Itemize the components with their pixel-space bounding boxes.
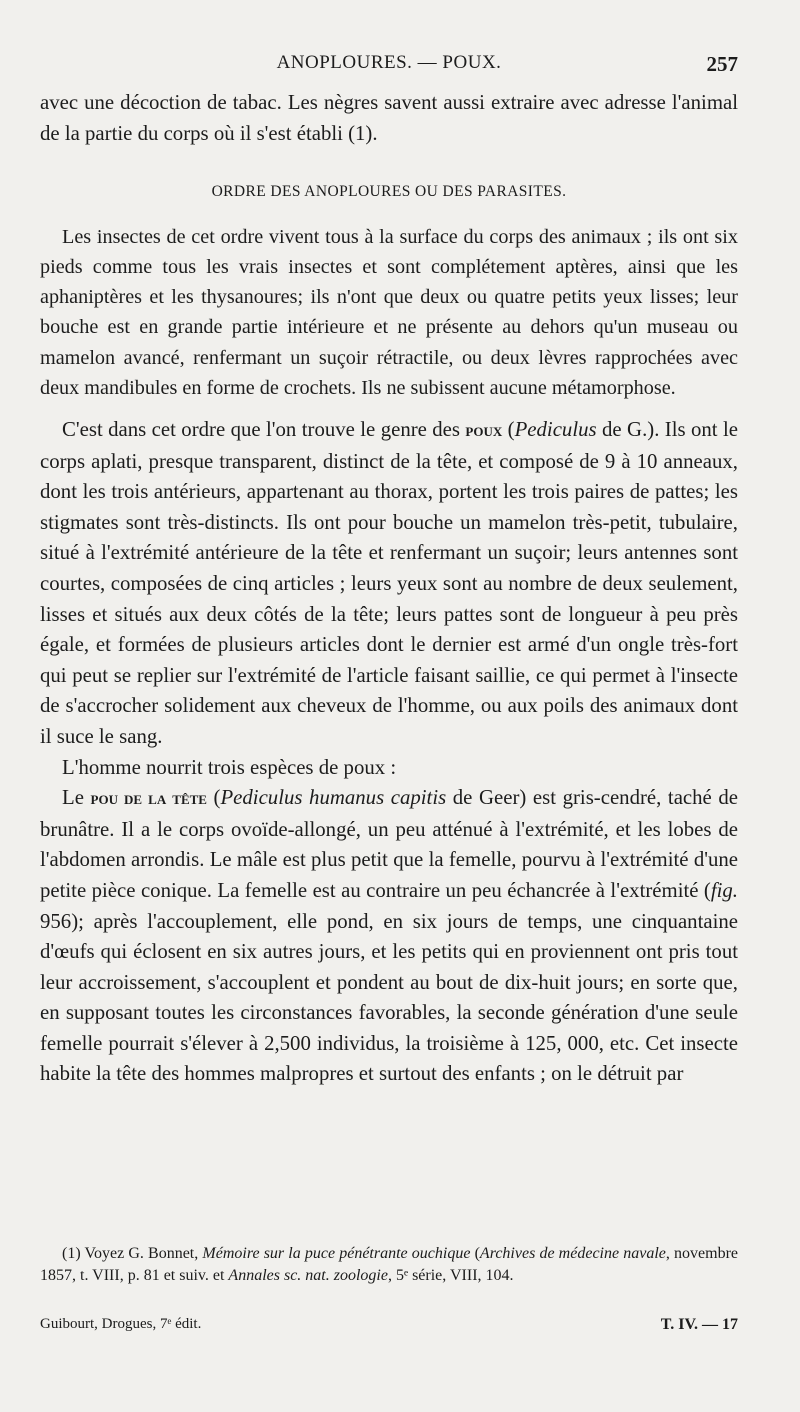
- footnote: [40, 1243, 738, 1287]
- volume-sheet-mark: T. IV. — 17: [660, 1316, 738, 1333]
- page-number: 257: [706, 52, 738, 76]
- section-heading: ORDRE DES ANOPLOURES OU DES PARASITES.: [211, 183, 567, 201]
- footnote-annales: Annales sc. nat. zoologie: [228, 1267, 388, 1284]
- footnote-mid: , novembre 1857, t. VIII, p. 81 et suiv. et: [40, 1245, 739, 1284]
- head-louse-paren: (: [206, 786, 221, 810]
- order-paragraph: Les insectes de cet ordre vivent tous à la surface du corps des animaux ; ils ont six pieds comme tous les vrais insectes et sont complétement aptères, ainsi que les aphaniptères et les thysanoures; ils n'ont que deux ou quatre petits yeux lisses; leur bouche est en grande partie intérieure et ne présente au dehors qu'un museau ou mamelon avancé, renfermant un suçoir rétractile, ou deux lèvres rapprochées avec deux mandibules en forme de crochets. Ils ne subissent aucune métamorphose.: [40, 225, 738, 399]
- page-footer: [40, 1316, 738, 1340]
- head-louse-paragraph: [40, 783, 738, 1090]
- genus-text-after: de G.). Ils ont le corps aplati, presque transparent, distinct de la tête, et composé de 9 à 10 anneaux, dont les trois antérieurs, appartenant au thorax, portent les trois paires de pattes; les stigmates sont très-distincts. Ils ont pour bouche un mamelon très-petit, tubulaire, situé à l'extrémité antérieure de la tête et renfermant un suçoir; leurs antennes sont courtes, composées de cinq articles ; leurs yeux sont au nombre de deux seulement, lisses et situés aux deux côtés de la tête; leurs pattes sont de longueur à peu près égale, et formées de plusieurs articles dont le dernier est armé d'un ongle très-fort qui peut se replier sur l'extrémité de l'article faisant saillie, ce qui permet à l'insecte de s'accrocher solidement aux cheveux de l'homme, ou aux poils des animaux dont il suce le sang.: [40, 418, 738, 748]
- genus-text-before: C'est dans cet ordre que l'on trouve le genre des: [62, 418, 466, 441]
- genus-italic-term: Pediculus: [514, 418, 597, 441]
- head-louse-text-mid: de Geer) est gris-cendré, taché de brunâtre. Il a le corps ovoïde-allongé, un peu atténué à l'extrémité, et les lobes de l'abdomen arrondis. Le mâle est plus petit que la femelle, pourvu à l'extrémité d'une petite pièce conique. La femelle est au contraire un peu échancrée à l'extrémité (: [40, 786, 738, 902]
- footnote-lead: (1) Voyez G. Bonnet,: [62, 1245, 203, 1262]
- signature-mark: Guibourt, Drogues, 7ᵉ édit.: [40, 1316, 202, 1332]
- genus-paren: (: [502, 418, 515, 441]
- figure-reference: fig.: [710, 878, 738, 902]
- intro-paragraph: avec une décoction de tabac. Les nègres savent aussi extraire avec adresse l'animal de la partie du corps où il s'est établi (1).: [40, 91, 738, 145]
- footnote-title: Mémoire sur la puce pénétrante ouchique: [202, 1245, 471, 1262]
- head-louse-prefix: Le: [62, 786, 91, 810]
- running-head: [40, 52, 738, 82]
- genus-bold-term: poux: [465, 420, 503, 441]
- footnote-paren: (: [470, 1245, 480, 1262]
- head-louse-bold-term: pou de la tête: [90, 788, 207, 810]
- head-louse-text-after: 956); après l'accouplement, elle pond, en six jours de temps, une cinquantaine d'œufs qui éclosent en six autres jours, et les petits qui en proviennent ont pris tout leur accroissement, s'accouplent et pondent au bout de dix-huit jours; en sorte que, en supposant toutes les circonstances favorables, la seconde génération d'une seule femelle pourrait s'élever à 2,500 individus, la troisième à 125, 000, etc. Cet insecte habite la tête des hommes malpropres et surtout des enfants ; on le détruit par: [40, 909, 738, 1086]
- footnote-text: [40, 1243, 738, 1287]
- species-intro: L'homme nourrit trois espèces de poux :: [62, 755, 397, 779]
- footnote-journal: Archives de médecine navale: [479, 1245, 666, 1262]
- head-louse-italic-term: Pediculus humanus capitis: [220, 786, 447, 810]
- running-head-title: ANOPLOURES. — POUX.: [276, 52, 502, 73]
- footnote-tail: , 5ᵉ série, VIII, 104.: [387, 1267, 514, 1284]
- genus-paragraph: [40, 415, 738, 753]
- body-text: [40, 88, 738, 1090]
